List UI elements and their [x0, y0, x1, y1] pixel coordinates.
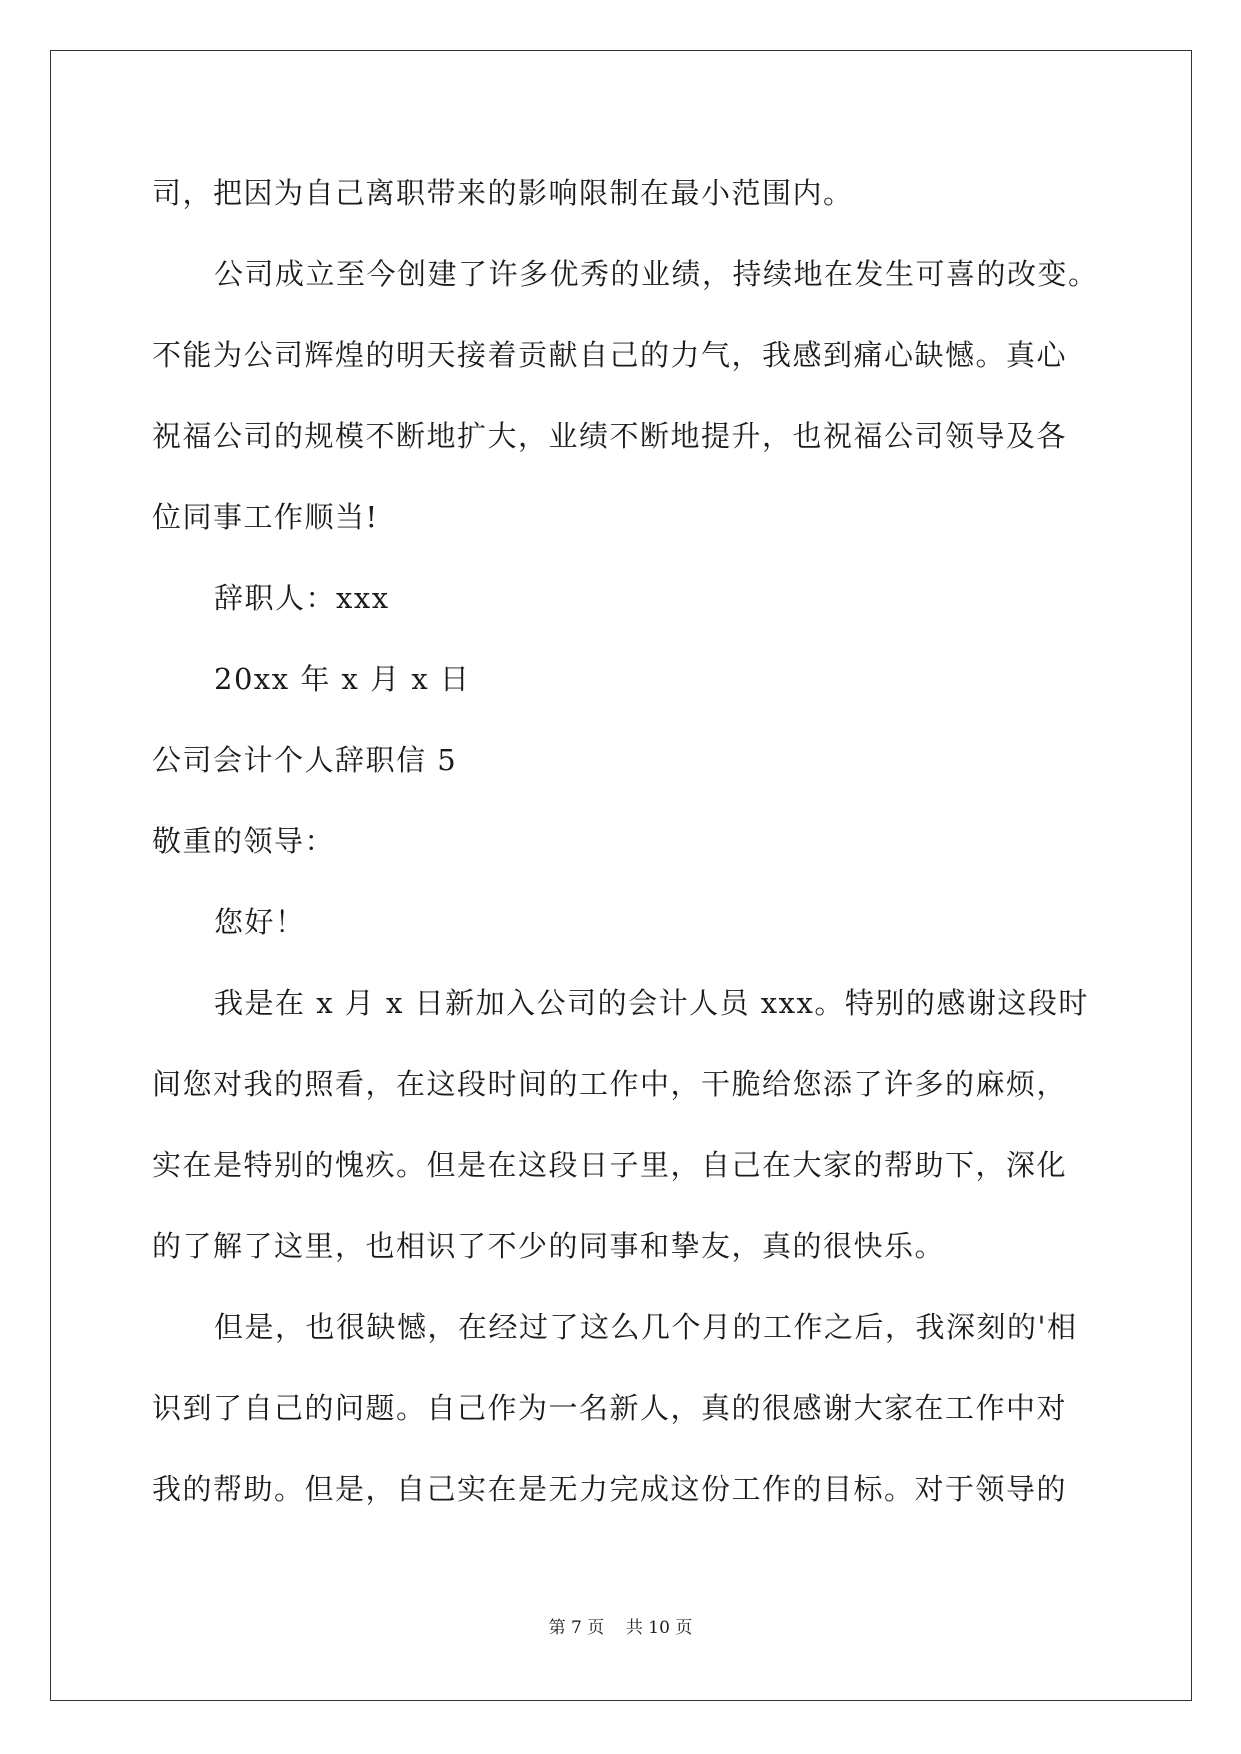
text-line: 间您对我的照看，在这段时间的工作中，干脆给您添了许多的麻烦，: [152, 1067, 1068, 1101]
text-line: 司，把因为自己离职带来的影响限制在最小范围内。: [152, 176, 854, 210]
text-line: 祝福公司的规模不断地扩大，业绩不断地提升，也祝福公司领导及各: [152, 419, 1068, 453]
page-border: [50, 50, 1192, 1701]
page-number-footer: 第 7 页 共 10 页: [548, 1618, 693, 1638]
text-line: 实在是特别的愧疚。但是在这段日子里，自己在大家的帮助下，深化: [152, 1148, 1068, 1182]
text-line: 不能为公司辉煌的明天接着贡献自己的力气，我感到痛心缺憾。真心: [152, 338, 1068, 372]
text-line: 识到了自己的问题。自己作为一名新人，真的很感谢大家在工作中对: [152, 1391, 1068, 1425]
section-title: 公司会计个人辞职信 5: [152, 743, 458, 777]
text-line: 但是，也很缺憾，在经过了这么几个月的工作之后，我深刻的'相: [214, 1310, 1078, 1344]
text-line: 公司成立至今创建了许多优秀的业绩，持续地在发生可喜的改变。: [214, 257, 1099, 291]
salutation: 敬重的领导：: [152, 824, 336, 858]
text-line: 我是在 x 月 x 日新加入公司的会计人员 xxx。特别的感谢这段时: [214, 986, 1089, 1020]
text-line: 我的帮助。但是，自己实在是无力完成这份工作的目标。对于领导的: [152, 1472, 1068, 1506]
greeting: 您好！: [214, 905, 306, 939]
text-line: 位同事工作顺当!: [152, 500, 379, 534]
date-line: 20xx 年 x 月 x 日: [214, 662, 471, 696]
signature-line: 辞职人：xxx: [214, 581, 390, 615]
text-line: 的了解了这里，也相识了不少的同事和挚友，真的很快乐。: [152, 1229, 946, 1263]
